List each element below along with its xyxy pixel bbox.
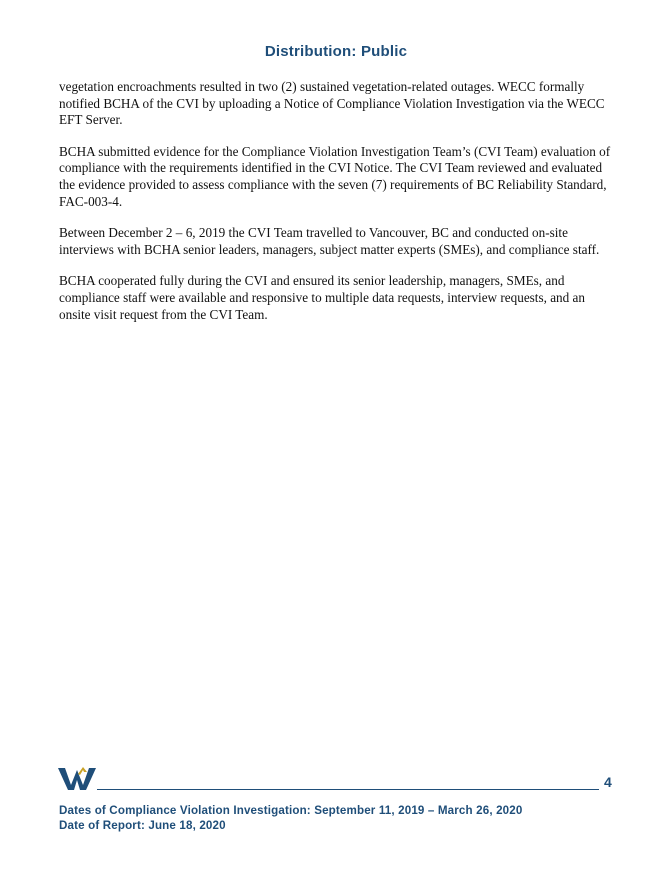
page-number: 4 (604, 774, 612, 790)
report-footer (59, 803, 522, 833)
report-date: Date of Report: June 18, 2020 (59, 819, 226, 832)
body-paragraph: Between December 2 – 6, 2019 the CVI Team travelled to Vancouver, BC and conducted on-site interviews with BCHA senior leaders, managers, subject matter experts (SMEs), and compliance staff. (59, 225, 600, 257)
document-body (59, 79, 615, 338)
footer-divider (97, 789, 599, 790)
body-paragraph: BCHA cooperated fully during the CVI and ensured its senior leadership, managers, SMEs, and compliance staff were available and responsive to multiple data requests, interview requests, and an onsite visit request from the CVI Team. (59, 273, 585, 322)
wecc-logo-icon (58, 765, 98, 791)
body-paragraph: BCHA submitted evidence for the Compliance Violation Investigation Team’s (CVI Team) evaluation of compliance with the requirements identified in the CVI Notice. The CVI Team reviewed and evaluated the evidence provided to assess compliance with the seven (7) requirements of BC Reliability Standard, FAC-003-4. (59, 143, 611, 209)
investigation-dates: Dates of Compliance Violation Investigation: September 11, 2019 – March 26, 2020 (59, 804, 523, 817)
body-paragraph: vegetation encroachments resulted in two (2) sustained vegetation-related outages. WECC formally notified BCHA of the CVI by uploading a Notice of Compliance Violation Investigation via the WECC EFT Server. (59, 79, 605, 128)
distribution-label: Distribution: Public (264, 43, 408, 60)
